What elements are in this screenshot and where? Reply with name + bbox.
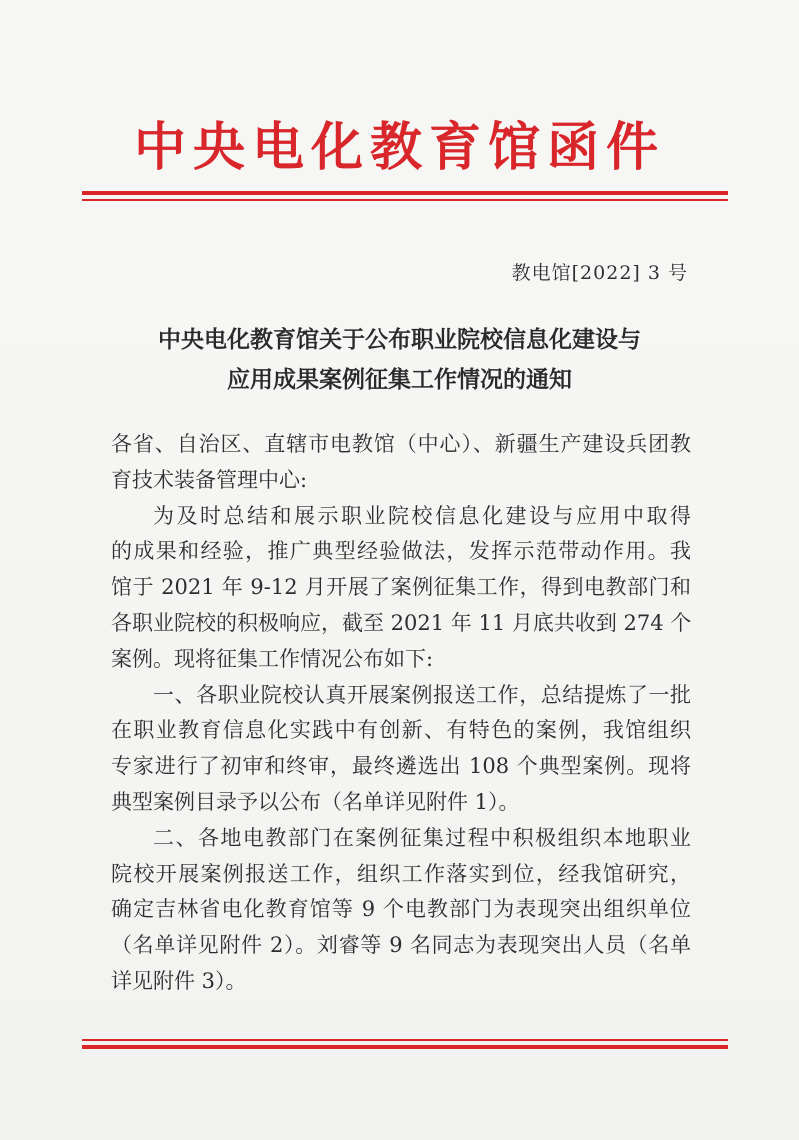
body-line: 各省、自治区、直辖市电教馆（中心）、新疆生产建设兵团教 bbox=[111, 432, 691, 456]
body-line: 案例。现将征集工作情况公布如下: bbox=[111, 646, 434, 671]
body-line: 专家进行了初审和终审，最终遴选出 108 个典型案例。现将 bbox=[111, 754, 691, 779]
body-line: 院校开展案例报送工作，组织工作落实到位，经我馆研究， bbox=[111, 861, 691, 886]
body-line: （名单详见附件 2）。刘睿等 9 名同志为表现突出人员（名单 bbox=[111, 933, 691, 958]
header-rule-thick bbox=[82, 191, 728, 195]
notice-title-line-2: 应用成果案例征集工作情况的通知 bbox=[227, 366, 572, 393]
masthead-title: 中央电化教育馆函件 bbox=[133, 117, 665, 178]
header-rule-thin bbox=[82, 199, 728, 201]
body-line: 为及时总结和展示职业院校信息化建设与应用中取得 bbox=[153, 503, 691, 528]
document-number: 教电馆[2022] 3 号 bbox=[511, 262, 688, 284]
body-line: 育技术装备管理中心: bbox=[111, 467, 308, 492]
body-line: 一、各职业院校认真开展案例报送工作，总结提炼了一批 bbox=[153, 682, 691, 707]
body-line: 详见附件 3）。 bbox=[111, 968, 247, 993]
body-line: 二、各地电教部门在案例征集过程中积极组织本地职业 bbox=[153, 825, 691, 850]
body-line: 确定吉林省电化教育馆等 9 个电教部门为表现突出组织单位 bbox=[111, 897, 691, 922]
body-line: 典型案例目录予以公布（名单详见附件 1）。 bbox=[111, 789, 520, 814]
notice-body bbox=[111, 427, 691, 1000]
footer-rule-thin bbox=[82, 1039, 728, 1041]
body-line: 在职业教育信息化实践中有创新、有特色的案例，我馆组织 bbox=[111, 718, 691, 743]
notice-title bbox=[0, 320, 799, 400]
body-line: 各职业院校的积极响应，截至 2021 年 11 月底共收到 274 个 bbox=[111, 610, 692, 635]
body-line: 馆于 2021 年 9-12 月开展了案例征集工作，得到电教部门和 bbox=[111, 575, 691, 600]
notice-title-line-1: 中央电化教育馆关于公布职业院校信息化建设与 bbox=[158, 326, 641, 353]
body-line: 的成果和经验，推广典型经验做法，发挥示范带动作用。我 bbox=[111, 539, 691, 564]
footer-rule-thick bbox=[82, 1045, 728, 1049]
